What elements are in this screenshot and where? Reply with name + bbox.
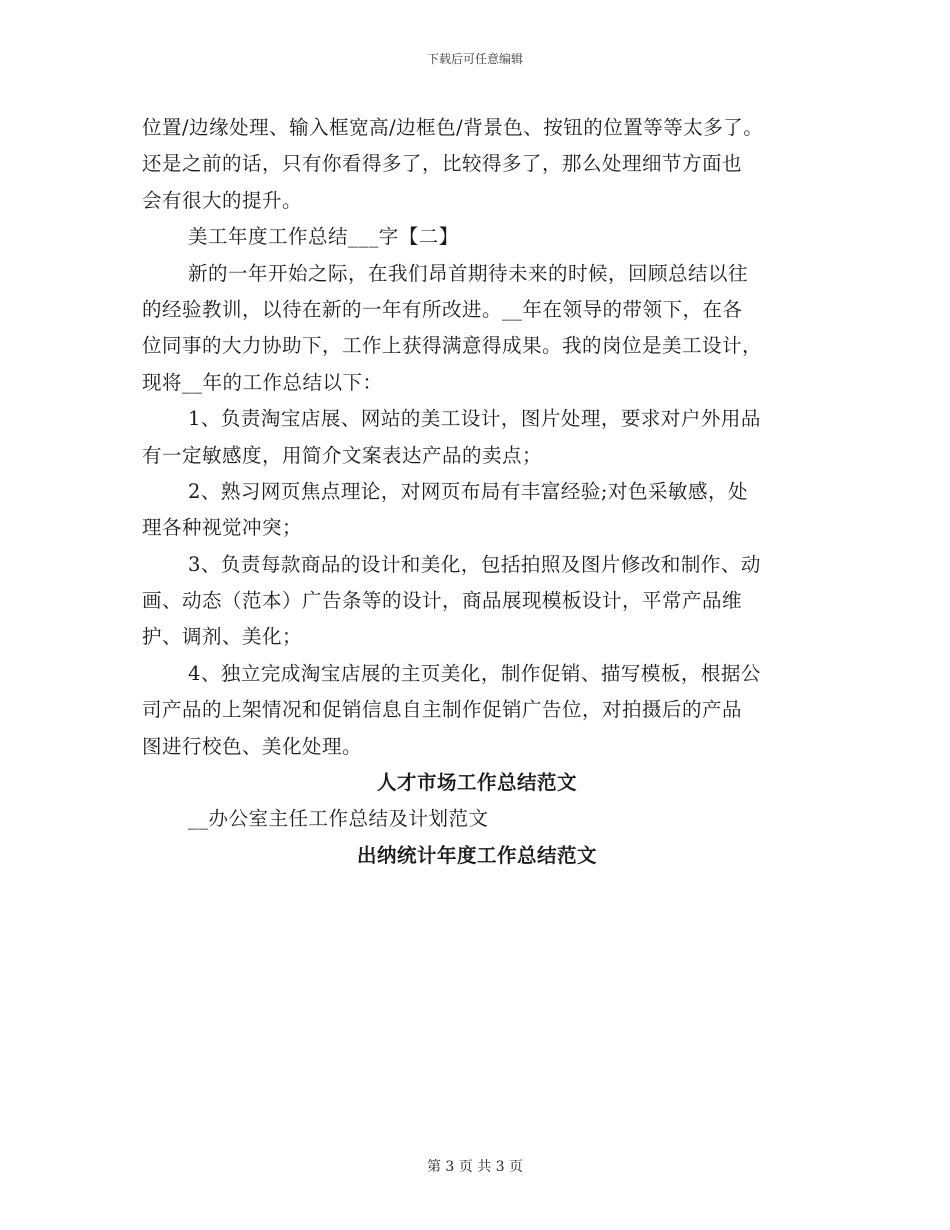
page-header: 下载后可任意编辑 — [426, 52, 523, 66]
list-item-line: 理各种视觉冲突； — [142, 516, 303, 540]
paragraph-line: 的经验教训，以待在新的一年有所改进。__年在领导的带领下，在各 — [142, 297, 743, 321]
page-footer: 第 3 页 共 3 页 — [426, 1159, 524, 1175]
list-item-line: 1、负责淘宝店展、网站的美工设计，图片处理，要求对户外用品 — [188, 407, 761, 431]
related-link-line: __办公室主任工作总结及计划范文 — [188, 807, 489, 831]
related-title: 人才市场工作总结范文 — [376, 771, 577, 795]
paragraph-line: 位同事的大力协助下，工作上获得满意得成果。我的岗位是美工设计， — [142, 334, 763, 358]
related-title: 出纳统计年度工作总结范文 — [356, 843, 597, 867]
paragraph-line: 会有很大的提升。 — [142, 188, 303, 212]
paragraph-line: 位置/边缘处理、输入框宽高/边框色/背景色、按钮的位置等等太多了。 — [142, 116, 764, 139]
list-item-line: 2、熟习网页焦点理论，对网页布局有丰富经验;对色采敏感，处 — [188, 479, 748, 503]
list-item-line: 护、调剂、美化； — [142, 625, 303, 649]
list-item-line: 有一定敏感度，用简介文案表达产品的卖点； — [142, 443, 543, 467]
list-item-line: 司产品的上架情况和促销信息自主制作促销广告位，对拍摄后的产品 — [142, 698, 743, 722]
list-item-line: 画、动态（范本）广告条等的设计，商品展现模板设计，平常产品维 — [142, 589, 743, 613]
paragraph-line: 现将__年的工作总结以下： — [142, 370, 383, 394]
list-item-line: 图进行校色、美化处理。 — [142, 734, 363, 758]
document-body — [142, 110, 812, 874]
paragraph-line: 还是之前的话，只有你看得多了，比较得多了，那么处理细节方面也 — [142, 152, 743, 176]
paragraph-line: 新的一年开始之际，在我们昂首期待未来的时候，回顾总结以往 — [188, 261, 749, 285]
list-item-line: 4、独立完成淘宝店展的主页美化，制作促销、描写模板，根据公 — [188, 661, 761, 685]
list-item-line: 3、负责每款商品的设计和美化，包括拍照及图片修改和制作、动 — [188, 552, 761, 576]
section-heading: 美工年度工作总结___字【二】 — [188, 225, 459, 249]
